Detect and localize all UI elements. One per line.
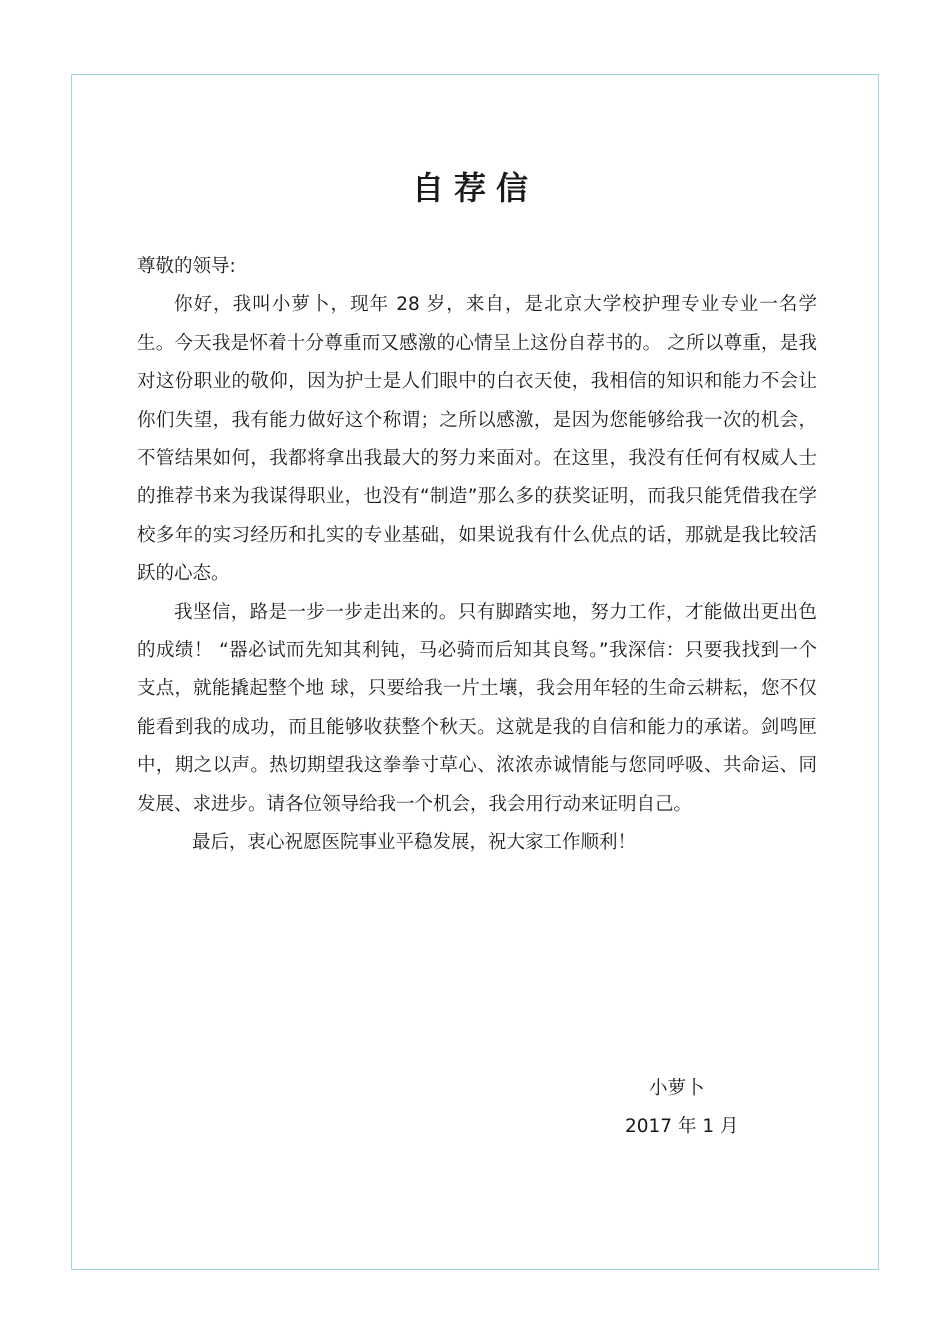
body-paragraph-2: 我坚信，路是一步一步走出来的。只有脚踏实地，努力工作，才能做出更出色的成绩！ “器必试而先知其利钝，马必骑而后知其良驽。”我深信：只要我找到一个支点，就能撬起整个地 球，只要给我一片土壤，我会用年轻的生命云耕耘，您不仅能看到我的成功，而且能够收获整个秋天。这就是我的自信和能力的承诺。剑鸣匣中，期之以声。热切期望我这拳拳寸草心、浓浓赤诚情能与您同呼吸、共命运、同发展、求进步。请各位领导给我一个机会，我会用行动来证明自己。 [137, 601, 817, 815]
signature-date: 2017 年 1 月 [625, 1116, 739, 1137]
signature-name: 小萝卜 [649, 1078, 705, 1099]
salutation: 尊敬的领导: [137, 256, 236, 277]
body-paragraph-1: 你好，我叫小萝卜，现年 28 岁，来自，是北京大学校护理专业专业一名学生。今天我是怀着十分尊重而又感激的心情呈上这份自荐书的。 之所以尊重，是我对这份职业的敬仰，因为护士是人们眼中的白衣天使，我相信的知识和能力不会让你们失望，我有能力做好这个称谓；之所以感激，是因为您能够给我一次的机会，不管结果如何，我都将拿出我最大的努力来面对。在这里，我没有任何有权威人士的推荐书来为我谋得职业，也没有“制造”那么多的获奖证明，而我只能凭借我在学校多年的实习经历和扎实的专业基础，如果说我有什么优点的话，那就是我比较活跃的心态。 [137, 294, 817, 585]
closing-line: 最后，衷心祝愿医院事业平稳发展，祝大家工作顺利！ [192, 832, 637, 854]
letter-body [137, 248, 817, 863]
letter-title: 自荐信 [411, 169, 538, 208]
